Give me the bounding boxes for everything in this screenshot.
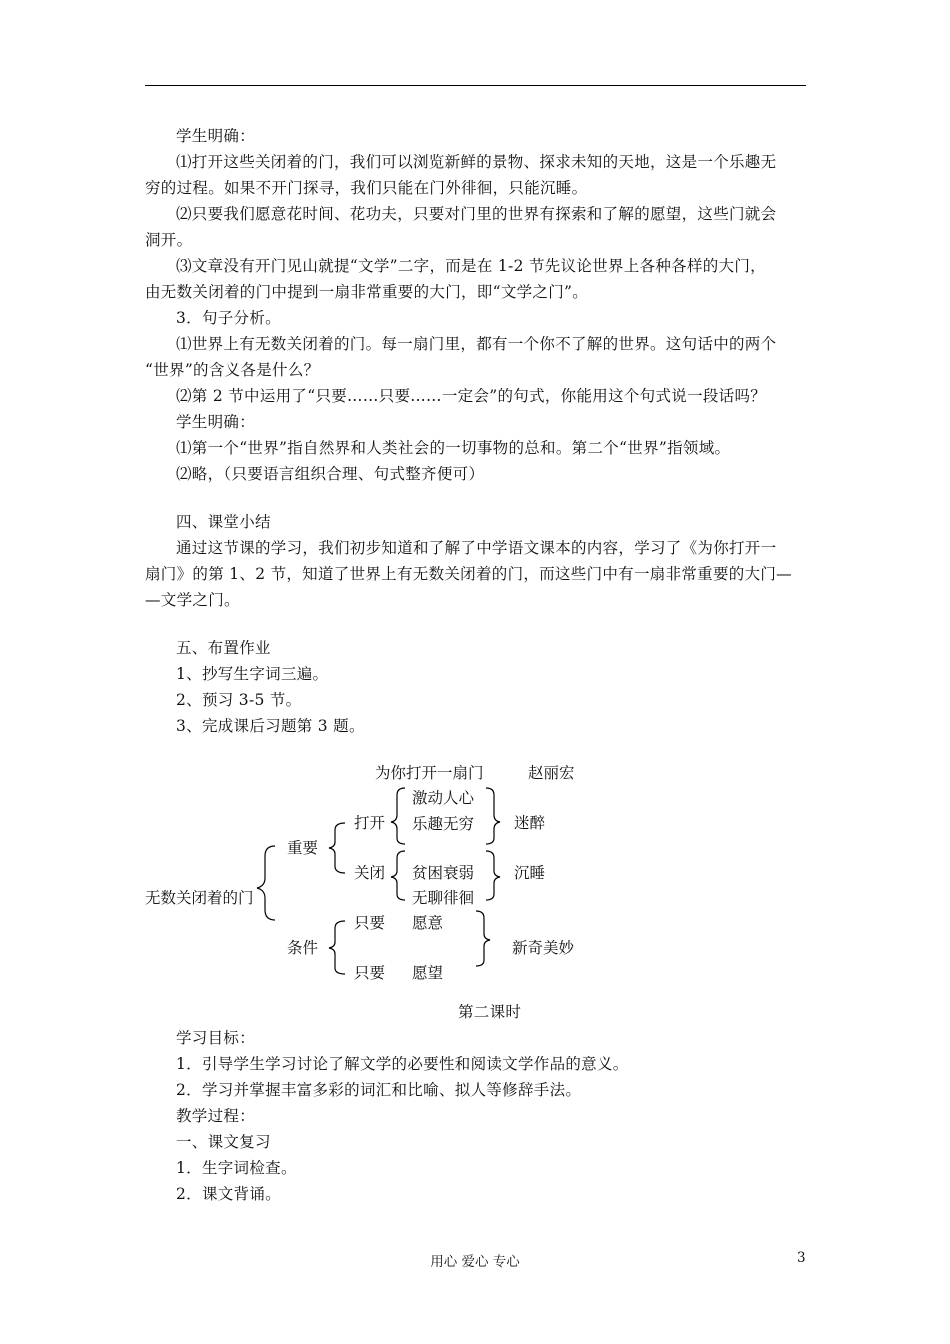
diagram-node-important: 重要 [287,839,319,857]
text-line: 1．生字词检查。 [176,1159,297,1177]
text-line: 教学过程： [176,1107,256,1125]
text-line: ⑵略，（只要语言组织合理、句式整齐便可） [176,465,485,483]
brace-open [391,788,405,844]
diagram-result: 迷醉 [514,814,546,832]
page-number: 3 [797,1250,806,1266]
diagram-leaf: 贫困衰弱 [412,864,475,882]
text-line: 扇门》的第 1、2 节，知道了世界上有无数关闭着的门，而这些门中有一扇非常重要的大门— [145,565,792,583]
diagram-leaf: 愿意 [412,914,444,932]
text-line: 3．句子分析。 [176,309,281,327]
diagram-leaf: 愿望 [412,964,444,982]
diagram-leaf: 无聊徘徊 [412,889,475,907]
text-line: ⑵第 2 节中运用了“只要……只要……一定会”的句式，你能用这个句式说一段话吗？ [176,387,767,405]
section-heading: 四、课堂小结 [176,513,271,531]
diagram-title: 为你打开一扇门 [375,764,484,782]
text-line: 学生明确： [176,413,256,431]
text-line: —文学之门。 [145,591,240,609]
list-item: 3、完成课后习题第 3 题。 [176,717,365,735]
brace-important [329,823,345,873]
brace-close-close [486,851,500,900]
text-line: 1．引导学生学习讨论了解文学的必要性和阅读文学作品的意义。 [176,1055,629,1073]
section-title: 第二课时 [458,1003,522,1021]
text-line: ⑴第一个“世界”指自然界和人类社会的一切事物的总和。第二个“世界”指领域。 [176,439,731,457]
brace-close [391,851,405,900]
list-item: 2、预习 3-5 节。 [176,691,302,709]
text-line: 洞开。 [145,231,193,249]
diagram-leaf: 只要 [354,914,386,932]
text-line: 由无数关闭着的门中提到一扇非常重要的大门，即“文学之门”。 [145,283,589,301]
text-line: 学习目标： [176,1029,256,1047]
text-line: 2．课文背诵。 [176,1185,281,1203]
text-line: 2．学习并掌握丰富多彩的词汇和比喻、拟人等修辞手法。 [176,1081,582,1099]
page-footer: 用心 爱心 专心 [430,1254,520,1270]
brace-condition-close [476,911,490,966]
text-line: 通过这节课的学习，我们初步知道和了解了中学语文课本的内容，学习了《为你打开一 [176,539,777,557]
text-line: 一、课文复习 [176,1133,271,1151]
text-line: 学生明确： [176,127,256,145]
diagram-node-open: 打开 [354,814,386,832]
brace-condition [329,921,345,974]
list-item: 1、抄写生字词三遍。 [176,665,329,683]
diagram-node-close: 关闭 [354,864,386,882]
diagram-result: 新奇美妙 [512,939,575,957]
text-line: ⑶文章没有开门见山就提“文学”二字，而是在 1-2 节先议论世界上各种各样的大门， [176,257,766,275]
diagram-leaf: 乐趣无穷 [412,815,475,833]
brace-root [257,846,275,920]
text-line: 穷的过程。如果不开门探寻，我们只能在门外徘徊，只能沉睡。 [145,179,588,197]
brace-open-close [486,788,500,844]
diagram-leaf: 只要 [354,964,386,982]
diagram-root: 无数关闭着的门 [145,889,254,907]
text-line: “世界”的含义各是什么？ [145,361,320,379]
section-heading: 五、布置作业 [176,639,271,657]
diagram-node-condition: 条件 [287,939,319,957]
diagram-author: 赵丽宏 [528,764,575,782]
diagram-leaf: 激动人心 [412,789,475,807]
text-line: ⑵只要我们愿意花时间、花功夫，只要对门里的世界有探索和了解的愿望，这些门就会 [176,205,777,223]
text-line: ⑴世界上有无数关闭着的门。每一扇门里，都有一个你不了解的世界。这句话中的两个 [176,335,777,353]
text-line: ⑴打开这些关闭着的门，我们可以浏览新鲜的景物、探求未知的天地，这是一个乐趣无 [176,153,777,171]
diagram-result: 沉睡 [514,864,546,882]
